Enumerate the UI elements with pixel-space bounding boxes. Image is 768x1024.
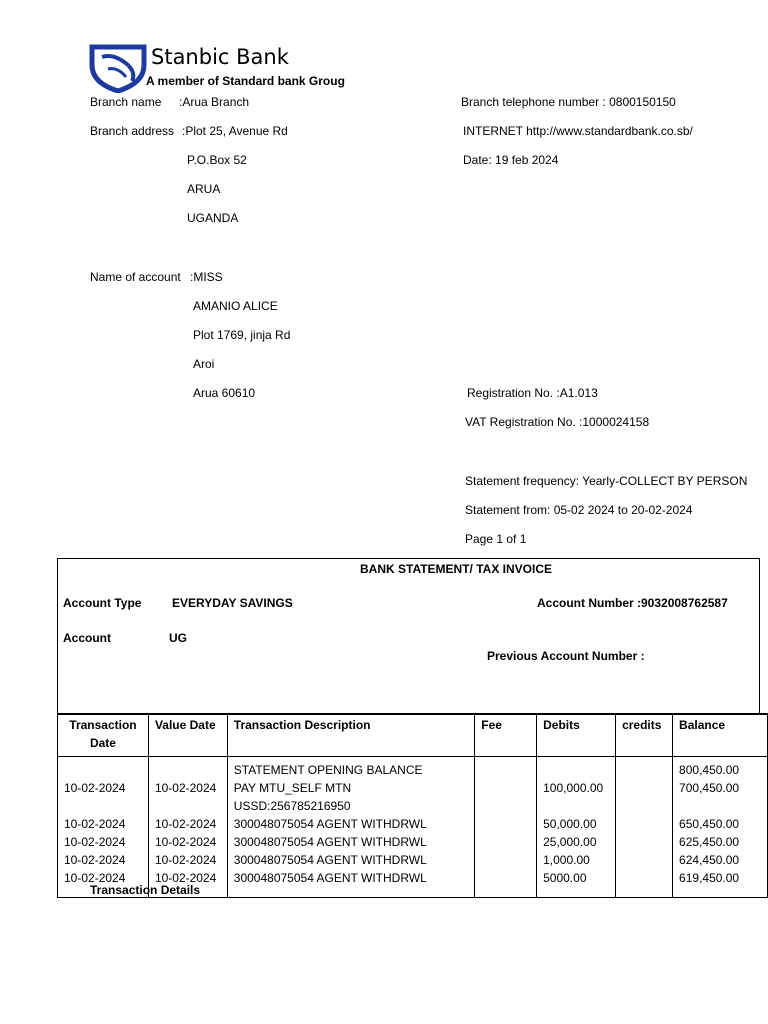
table-row [58,833,768,851]
column-header-balance: Balance [673,714,768,757]
branch-address-label: Branch address [90,124,175,138]
account-type-value: EVERYDAY SAVINGS [172,596,293,610]
statement-date: Date: 19 feb 2024 [463,153,559,167]
transactions-table [57,713,768,898]
cell-date: 10-02-2024 [58,779,149,815]
table-row [58,851,768,869]
cell-balance: 619,450.00 [673,869,768,887]
cell-date: 10-02-2024 [58,851,149,869]
account-number: Account Number :9032008762587 [537,596,728,610]
branch-address-line: ARUA [187,182,221,196]
cell-description: PAY MTU_SELF MTN USSD:256785216950 [227,779,474,815]
cell-balance: 625,450.00 [673,833,768,851]
registration-number: Registration No. :A1.013 [467,386,598,400]
cell-debit: 1,000.00 [537,851,616,869]
statement-header-box [57,558,760,713]
branch-name-label: Branch name [90,95,162,109]
cell-value-date: 10-02-2024 [148,815,227,833]
cell-credit [616,779,673,815]
cell-debit: 100,000.00 [537,779,616,815]
cell-debit: 5000.00 [537,869,616,887]
cell-value-date: 10-02-2024 [148,779,227,815]
cell-date: 10-02-2024 [58,815,149,833]
vat-registration-number: VAT Registration No. :1000024158 [465,415,650,429]
cell-balance: 700,450.00 [673,779,768,815]
branch-telephone: Branch telephone number : 0800150150 [461,95,676,109]
stanbic-shield-logo [88,43,148,93]
column-header-debits: Debits [537,714,616,757]
previous-account-number: Previous Account Number : [487,649,645,663]
cell-fee [475,761,537,779]
column-header-transaction-date: Transaction Date [58,714,149,757]
cell-value-date: 10-02-2024 [148,833,227,851]
account-name-label: Name of account [90,270,181,284]
cell-credit [616,869,673,887]
cell-value-date: 10-02-2024 [148,851,227,869]
cell-fee [475,815,537,833]
table-row [58,761,768,779]
cell-balance: 624,450.00 [673,851,768,869]
cell-value-date [148,761,227,779]
bank-tagline: A member of Standard bank Groug [146,74,345,88]
bank-website: INTERNET http://www.standardbank.co.sb/ [463,124,693,138]
cell-description: 300048075054 AGENT WITHDRWL [227,833,474,851]
account-value: UG [169,631,187,645]
cell-debit: 50,000.00 [537,815,616,833]
statement-frequency: Statement frequency: Yearly-COLLECT BY PERSON [465,474,748,488]
cell-value-date: 10-02-2024 [148,869,227,887]
cell-credit [616,851,673,869]
column-header-credits: credits [616,714,673,757]
account-holder-line: Aroi [193,357,215,371]
statement-title: BANK STATEMENT/ TAX INVOICE [360,562,552,576]
branch-address-line: P.O.Box 52 [187,153,247,167]
account-label: Account [63,631,111,645]
branch-address-line: UGANDA [187,211,239,225]
account-type-label: Account Type [63,596,142,610]
account-holder-line: AMANIO ALICE [193,299,278,313]
cell-debit: 25,000.00 [537,833,616,851]
cell-date: 10-02-2024 [58,833,149,851]
cell-description: STATEMENT OPENING BALANCE [227,761,474,779]
cell-fee [475,851,537,869]
cell-fee [475,833,537,851]
table-header-row [58,714,768,757]
transaction-details-label: Transaction Details [90,883,201,897]
column-header-description: Transaction Description [227,714,474,757]
cell-date: 10-02-2024 [58,869,149,887]
branch-address-line: :Plot 25, Avenue Rd [182,124,288,138]
cell-balance: 800,450.00 [673,761,768,779]
account-holder-line: :MISS [190,270,223,284]
cell-description: 300048075054 AGENT WITHDRWL [227,815,474,833]
cell-balance: 650,450.00 [673,815,768,833]
table-row [58,815,768,833]
page-number: Page 1 of 1 [465,532,527,546]
cell-description: 300048075054 AGENT WITHDRWL [227,851,474,869]
column-header-fee: Fee [475,714,537,757]
account-holder-line: Arua 60610 [193,386,256,400]
account-holder-line: Plot 1769, jinja Rd [193,328,291,342]
cell-credit [616,815,673,833]
bank-name: Stanbic Bank [151,45,289,69]
table-row [58,779,768,815]
column-header-value-date: Value Date [148,714,227,757]
cell-credit [616,761,673,779]
branch-name-value: :Arua Branch [179,95,250,109]
cell-fee [475,779,537,815]
cell-fee [475,869,537,887]
cell-date [58,761,149,779]
statement-period: Statement from: 05-02 2024 to 20-02-2024 [465,503,693,517]
cell-credit [616,833,673,851]
cell-debit [537,761,616,779]
cell-description: 300048075054 AGENT WITHDRWL [227,869,474,887]
